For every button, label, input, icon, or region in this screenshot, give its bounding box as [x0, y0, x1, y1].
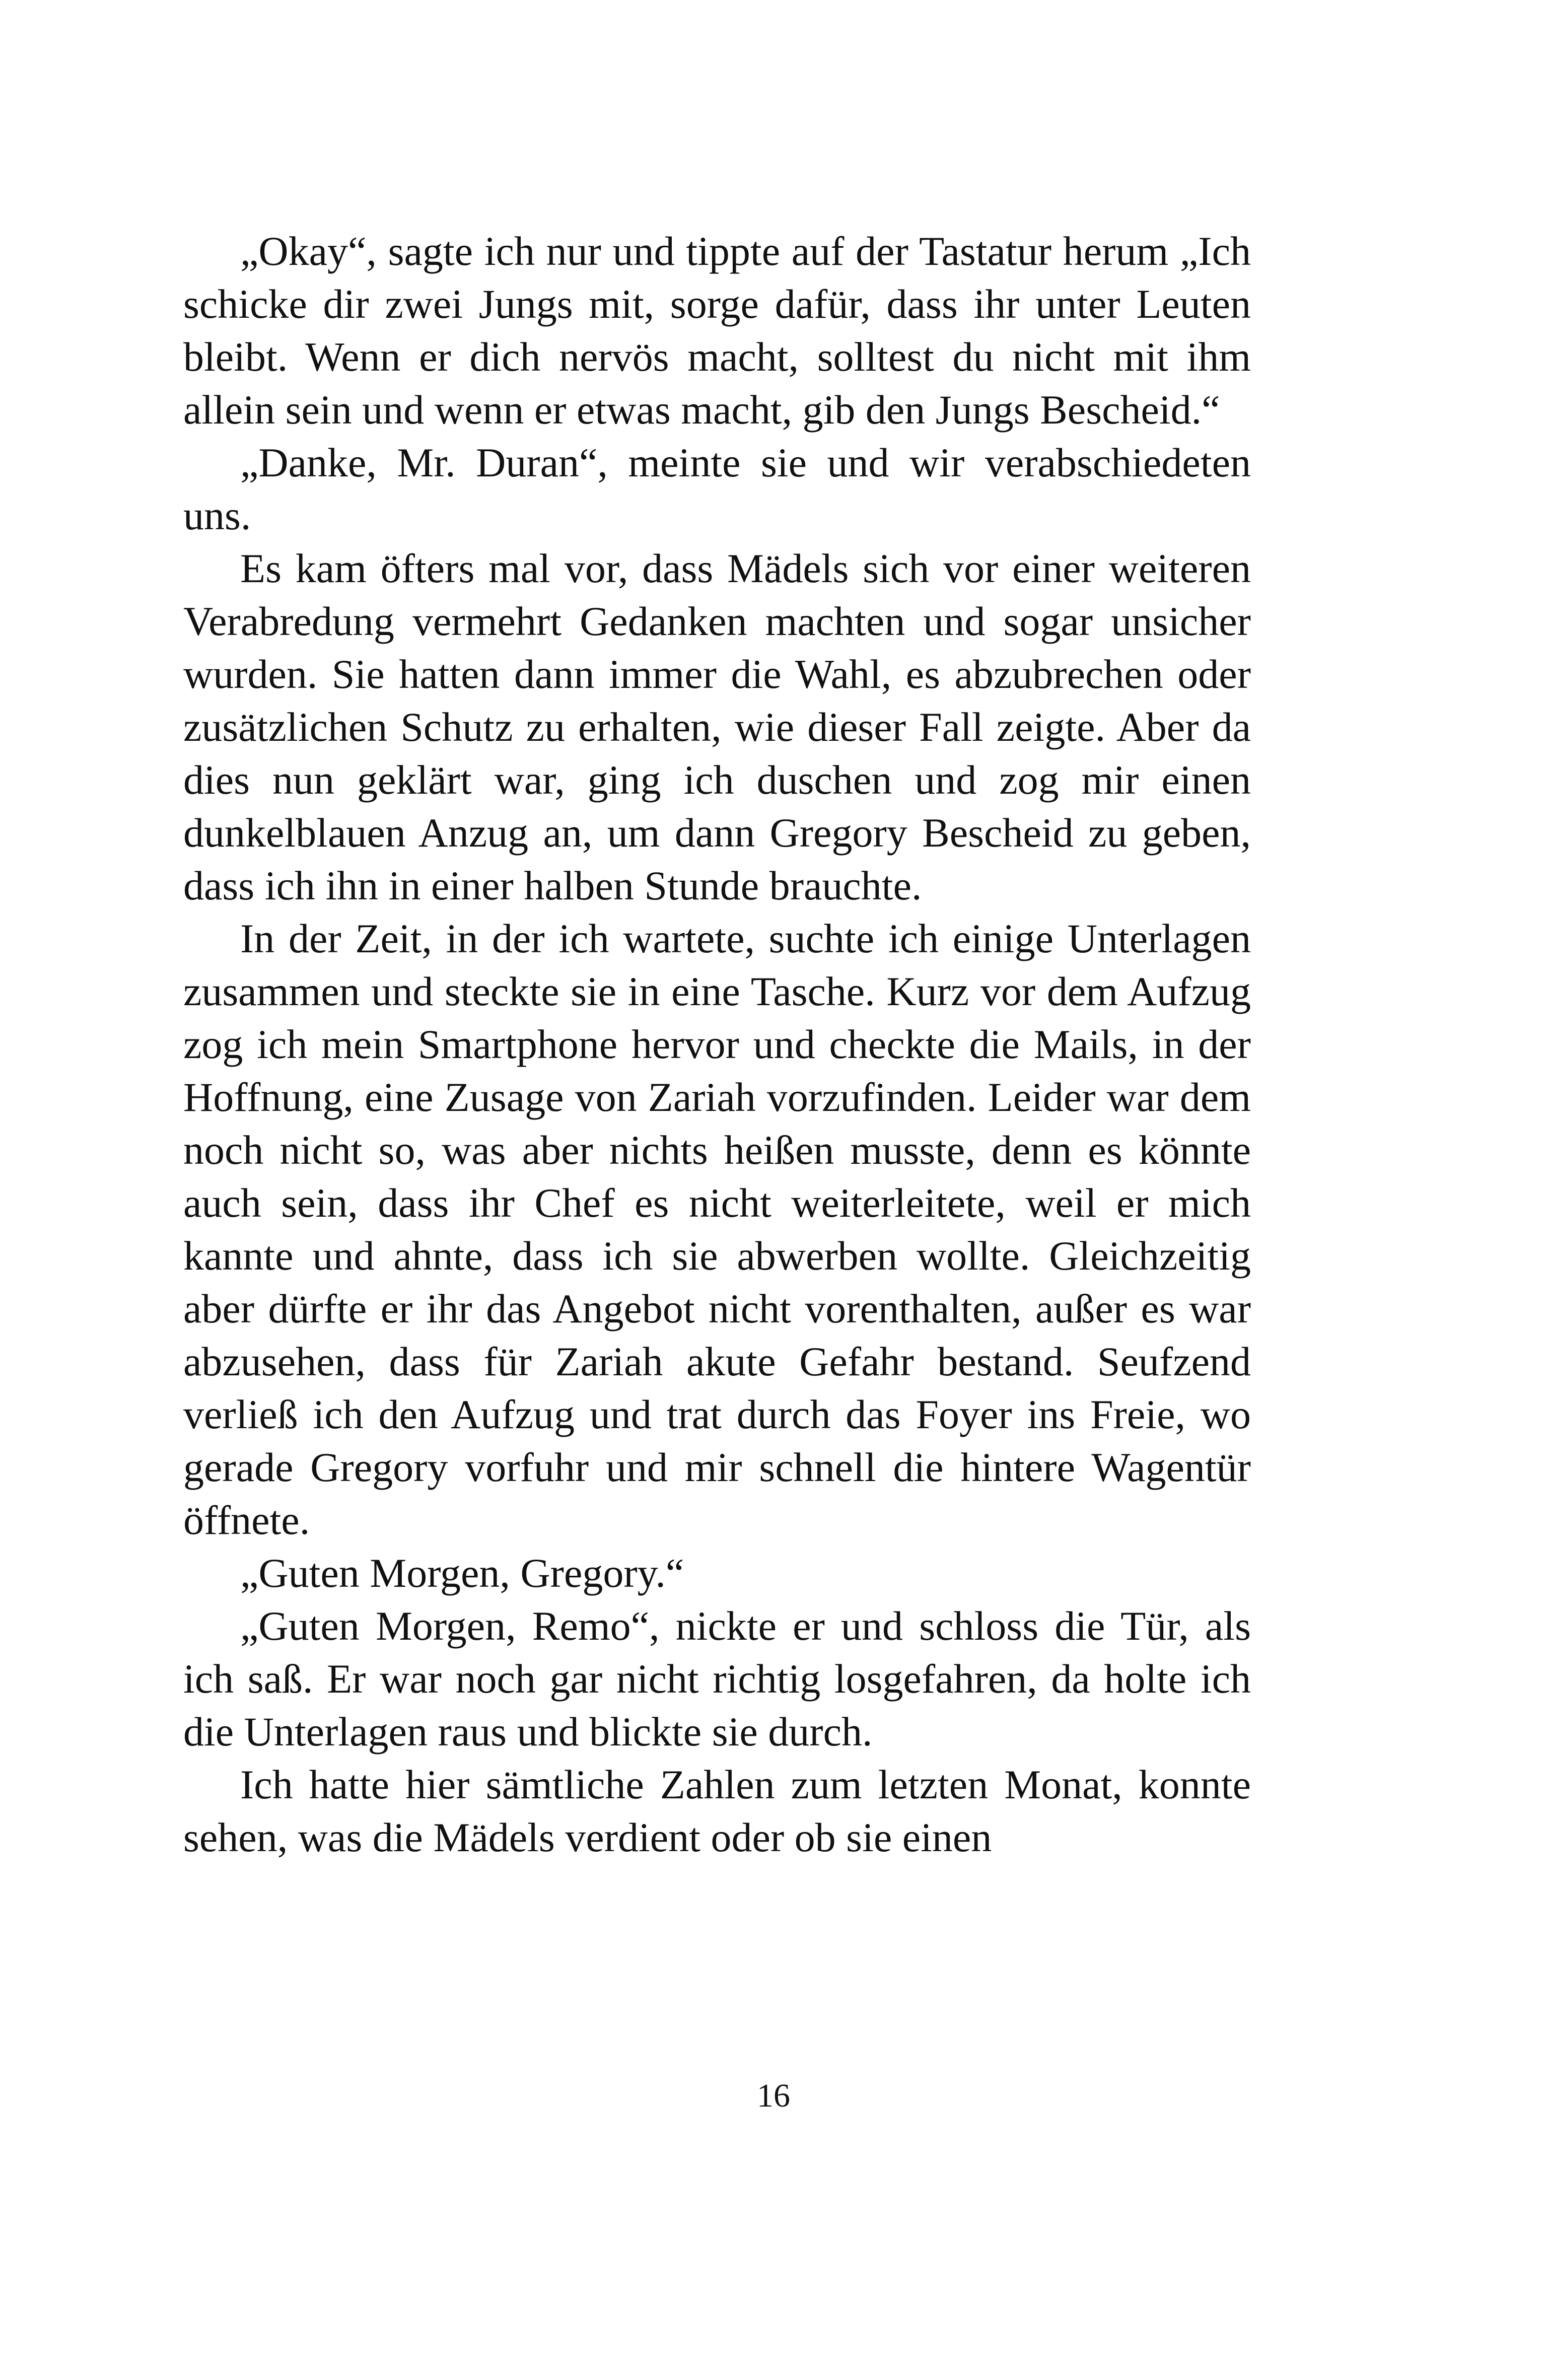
paragraph: „Guten Morgen, Remo“, nickte er und schloss die Tür, als ich saß. Er war noch gar nicht richtig losgefahren, da holte ich die Unterlagen raus und blickte sie durch. [183, 1603, 1251, 1755]
paragraph: „Danke, Mr. Duran“, meinte sie und wir verabschiedeten uns. [183, 440, 1251, 538]
paragraph: In der Zeit, in der ich wartete, suchte ich einige Unterlagen zusammen und steckte sie in eine Tasche. Kurz vor dem Aufzug zog ich mein Smartphone hervor und checkte die Mails, in der Hoffnung, eine Zusage von Zariah vorzufinden. Leider war dem noch nicht so, was aber nichts heißen musste, denn es könnte auch sein, dass ihr Chef es nicht weiterleitete, weil er mich kannte und ahnte, dass ich sie abwerben wollte. Gleichzeitig aber dürfte er ihr das Angebot nicht vorenthalten, außer es war abzusehen, dass für Zariah akute Gefahr bestand. Seufzend verließ ich den Aufzug und trat durch das Foyer ins Freie, wo gerade Gregory vorfuhr und mir schnell die hintere Wagentür öffnete. [183, 916, 1251, 1543]
body-text [183, 225, 1251, 1864]
paragraph: Ich hatte hier sämtliche Zahlen zum letzten Monat, konnte sehen, was die Mädels verdient oder ob sie einen [183, 1762, 1251, 1860]
paragraph: „Guten Morgen, Gregory.“ [240, 1550, 684, 1596]
paragraph: Es kam öfters mal vor, dass Mädels sich vor einer weiteren Verabredung vermehrt Gedanken machten und sogar unsicher wurden. Sie hatten dann immer die Wahl, es abzubrechen oder zusätzlichen Schutz zu erhalten, wie dieser Fall zeigte. Aber da dies nun geklärt war, ging ich duschen und zog mir einen dunkelblauen Anzug an, um dann Gregory Bescheid zu geben, dass ich ihn in einer halben Stunde brauchte. [183, 545, 1251, 908]
page-number: 16 [757, 2077, 790, 2114]
paragraph: „Okay“, sagte ich nur und tippte auf der Tastatur herum „Ich schicke dir zwei Jungs mit, sorge dafür, dass ihr unter Leuten bleibt. Wenn er dich nervös macht, solltest du nicht mit ihm allein sein und wenn er etwas macht, gib den Jungs Bescheid.“ [183, 228, 1251, 433]
